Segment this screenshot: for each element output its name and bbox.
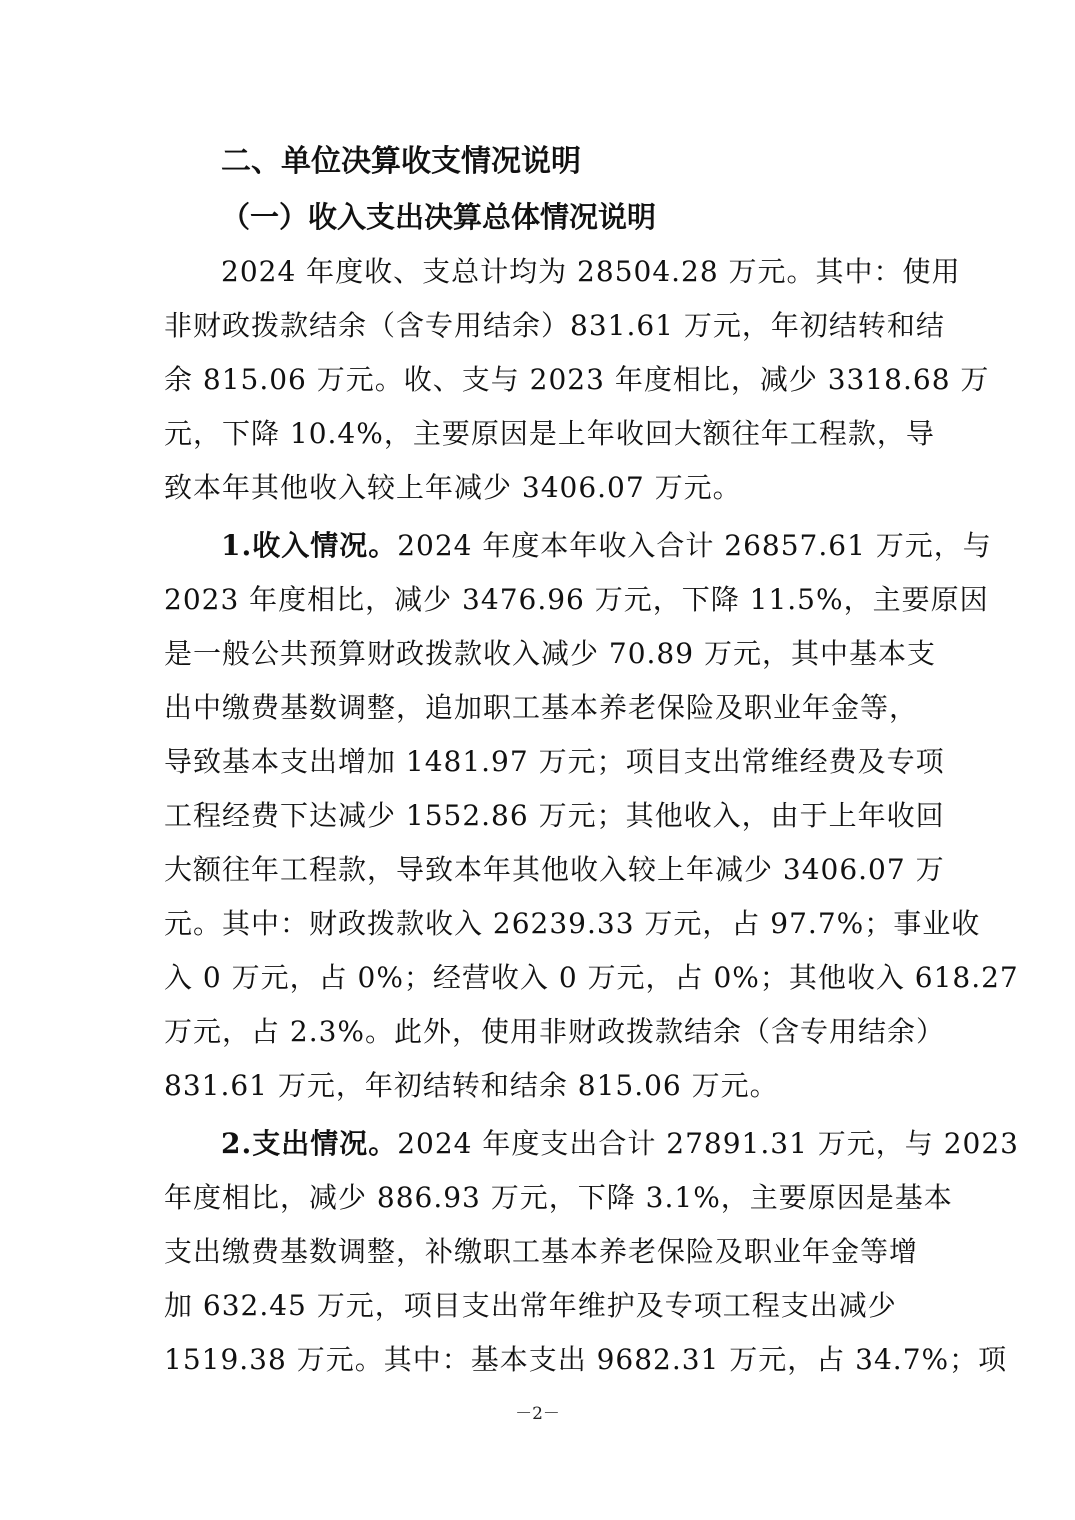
subsection-heading: （一）收入支出决算总体情况说明 [221,200,657,234]
overview-line: 2024 年度收、支总计均为 28504.28 万元。其中：使用 [221,255,961,288]
overview-line: 余 815.06 万元。收、支与 2023 年度相比，减少 3318.68 万 [164,363,990,396]
income-line: 2023 年度相比，减少 3476.96 万元，下降 11.5%，主要原因 [164,583,989,616]
income-line: 万元，占 2.3%。此外，使用非财政拨款结余（含专用结余） [164,1015,946,1048]
income-line: 831.61 万元，年初结转和结余 815.06 万元。 [164,1069,779,1102]
section-heading: 二、单位决算收支情况说明 [221,144,581,179]
expenditure-line: 支出缴费基数调整，补缴职工基本养老保险及职业年金等增 [164,1235,919,1268]
income-first-line-text: 2024 年度本年收入合计 26857.61 万元，与 [397,529,992,562]
income-line: 工程经费下达减少 1552.86 万元；其他收入，由于上年收回 [164,799,945,832]
expenditure-label: 2.支出情况。 [221,1127,398,1160]
income-line: 元。其中：财政拨款收入 26239.33 万元，占 97.7%；事业收 [164,907,981,940]
income-line: 导致基本支出增加 1481.97 万元；项目支出常维经费及专项 [164,745,945,778]
page-number: －2－ [515,1404,560,1424]
expenditure-line: 年度相比，减少 886.93 万元，下降 3.1%，主要原因是基本 [164,1181,953,1214]
overview-line: 致本年其他收入较上年减少 3406.07 万元。 [164,471,742,504]
overview-line: 非财政拨款结余（含专用结余）831.61 万元，年初结转和结 [164,309,945,342]
income-paragraph-first-line [164,524,992,578]
expenditure-paragraph-first-line [164,1122,1019,1176]
expenditure-line: 加 632.45 万元，项目支出常年维护及专项工程支出减少 [164,1289,897,1322]
body-text [164,250,1019,1392]
income-line: 是一般公共预算财政拨款收入减少 70.89 万元，其中基本支 [164,637,936,670]
income-label: 1.收入情况。 [221,529,398,562]
income-line: 出中缴费基数调整，追加职工基本养老保险及职业年金等， [164,691,919,724]
expenditure-line: 1519.38 万元。其中：基本支出 9682.31 万元，占 34.7%；项 [164,1343,1008,1376]
income-line: 大额往年工程款，导致本年其他收入较上年减少 3406.07 万 [164,853,945,886]
expenditure-first-line-text: 2024 年度支出合计 27891.31 万元，与 2023 [397,1127,1019,1160]
overview-line: 元，下降 10.4%，主要原因是上年收回大额往年工程款，导 [164,417,935,450]
income-line: 入 0 万元，占 0%；经营收入 0 万元，占 0%；其他收入 618.27 [164,961,1019,994]
